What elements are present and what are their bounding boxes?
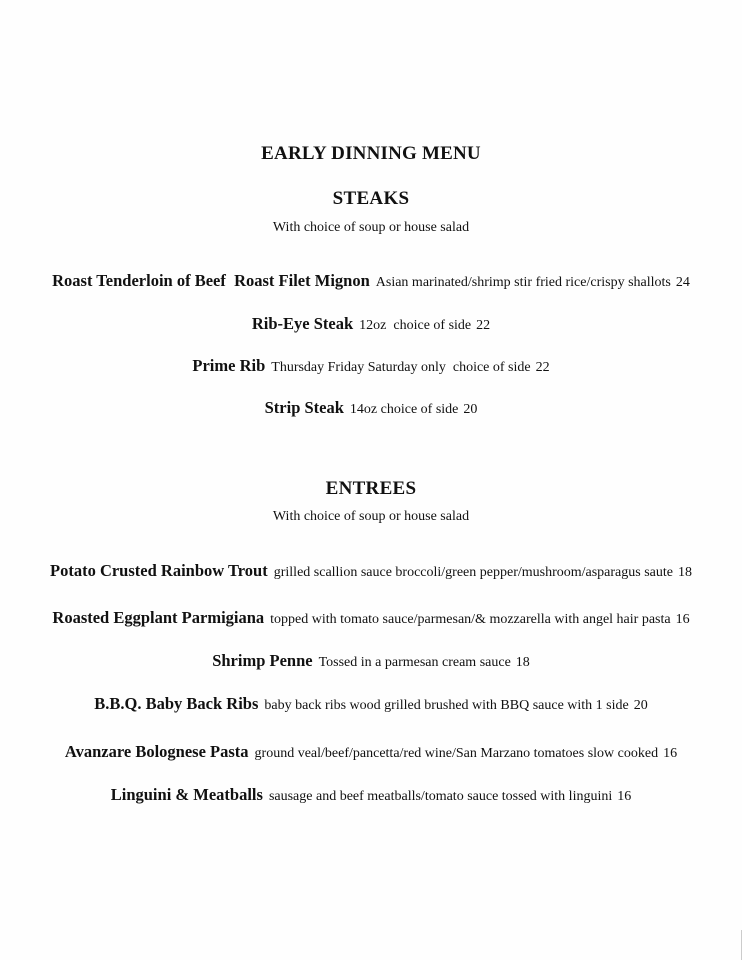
menu-item: [0, 608, 742, 628]
item-description: topped with tomato sauce/parmesan/& mozzarella with angel hair pasta: [270, 612, 671, 627]
menu-item: [0, 651, 742, 671]
item-price: 20: [633, 698, 648, 713]
menu-item: [0, 398, 742, 418]
item-name: Prime Rib: [192, 356, 266, 375]
item-name: Roast Tenderloin of Beef Roast Filet Mignon: [52, 271, 370, 290]
menu-item: [0, 314, 742, 334]
item-name: Roasted Eggplant Parmigiana: [52, 608, 265, 627]
item-description: 14oz choice of side: [349, 402, 459, 417]
item-price: 18: [678, 565, 692, 580]
item-price: 24: [675, 275, 690, 290]
item-description: Tossed in a parmesan cream sauce: [318, 655, 511, 670]
menu-item: [0, 356, 742, 376]
item-description: 12oz choice of side: [359, 318, 472, 333]
menu-item: [0, 561, 742, 581]
entrees-heading: ENTREES: [325, 478, 417, 499]
item-price: 16: [617, 789, 632, 804]
item-price: 20: [463, 402, 478, 417]
menu-title: EARLY DINNING MENU: [261, 143, 481, 164]
item-name: Avanzare Bolognese Pasta: [64, 742, 249, 761]
item-price: 22: [535, 360, 550, 375]
menu-item: [0, 785, 742, 805]
item-name: Strip Steak: [264, 398, 344, 417]
steaks-heading: STEAKS: [332, 188, 410, 209]
item-name: Linguini & Meatballs: [110, 785, 263, 804]
item-price: 16: [675, 612, 690, 627]
item-name: Shrimp Penne: [212, 651, 313, 670]
entrees-subtitle: With choice of soup or house salad: [272, 509, 470, 524]
item-price: 16: [663, 746, 678, 761]
item-price: 22: [476, 318, 491, 333]
menu-item: [0, 271, 742, 291]
item-price: 18: [515, 655, 530, 670]
menu-item: [0, 742, 742, 762]
item-description: Thursday Friday Saturday only choice of side: [271, 360, 531, 375]
steaks-subtitle: With choice of soup or house salad: [272, 220, 470, 235]
item-description: ground veal/beef/pancetta/red wine/San Marzano tomatoes slow cooked: [254, 746, 659, 761]
item-name: B.B.Q. Baby Back Ribs: [94, 694, 259, 713]
item-description: baby back ribs wood grilled brushed with BBQ sauce with 1 side: [264, 698, 629, 713]
menu-item: [0, 694, 742, 714]
item-name: Rib-Eye Steak: [251, 314, 354, 333]
item-name: Potato Crusted Rainbow Trout: [50, 561, 268, 580]
item-description: sausage and beef meatballs/tomato sauce tossed with linguini: [268, 789, 613, 804]
item-description: grilled scallion sauce broccoli/green pepper/mushroom/asparagus saute: [273, 565, 673, 580]
item-description: Asian marinated/shrimp stir fried rice/crispy shallots: [375, 275, 671, 290]
